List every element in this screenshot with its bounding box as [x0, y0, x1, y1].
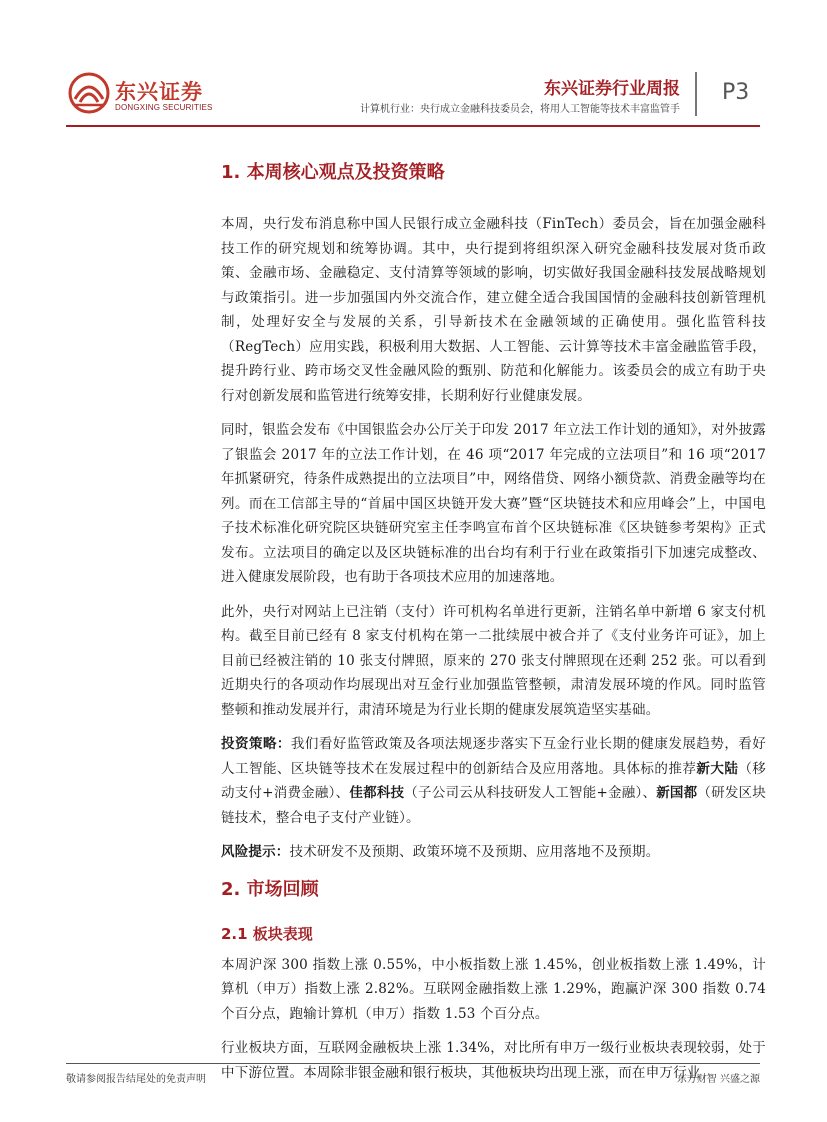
stock-newland: 新大陆 — [696, 760, 739, 777]
footer-disclaimer: 敬请参阅报告结尾处的免责声明 — [66, 1074, 206, 1085]
section-1-heading: 1. 本周核心观点及投资策略 — [221, 162, 445, 183]
page-number: P3 — [722, 80, 750, 105]
report-subtitle: 计算机行业：央行成立金融科技委员会，将用人工智能等技术丰富监管手 — [360, 104, 680, 115]
stock-xinguodu: 新国都 — [656, 785, 698, 801]
paragraph-index-performance: 本周沪深 300 指数上涨 0.55%，中小板指数上涨 1.45%，创业板指数上涨 1.49%，计算机（申万）指数上涨 2.82%。互联网金融指数上涨 1.29%，跑赢沪深 300 指数 0.74 个百分点，跑输计算机（申万）指数 1.53 个百分点。 — [221, 956, 766, 1022]
page-header — [0, 0, 827, 140]
paragraph-fintech-committee: 本周，央行发布消息称中国人民银行成立金融科技（FinTech）委员会，旨在加强金融科技工作的研究规划和统筹协调。其中，央行提到将组织深入研究金融科技发展对货币政策、金融市场、金融稳定、支付清算等领域的影响，切实做好我国金融科技发展战略规划与政策指引。进一步加强国内外交流合作，建立健全适合我国国情的金融科技创新管理机制，处理好安全与发展的关系，引导新技术在金融领域的正确使用。强化监管科技（RegTech）应用实践，积极利用大数据、人工智能、云计算等技术丰富金融监管手段，提升跨行业、跨市场交叉性金融风险的甄别、防范和化解能力。该委员会的成立有助于央行对创新发展和监管进行统筹安排，长期利好行业健康发展。 — [221, 216, 766, 404]
header-divider — [695, 72, 697, 116]
logo-text-cn: 东兴证券 — [115, 80, 203, 104]
paragraph-sector-performance: 行业板块方面，互联网金融板块上涨 1.34%，对比所有申万一级行业板块表现较弱，处于中下游位置。本周除非银金融和银行板块，其他板块均出现上涨，而在申万行业 — [221, 1040, 766, 1081]
strategy-text-2: （移动支付+消费金融）、 — [221, 760, 766, 801]
paragraph-payment-licenses: 此外，央行对网站上已注销（支付）许可机构名单进行更新，注销名单中新增 6 家支付机构。截至目前已经有 8 家支付机构在第一二批续展中被合并了《支付业务许可证》，加上目前已经被注销的 10 张支付牌照，原来的 270 张支付牌照现在还剩 252 张。可以看到近期央行的各项动作均展现出对互金行业加强监管整顿，肃清发展环境的作风。同时监管整顿和推动发展并行，肃清环境是为行业长期的健康发展筑造坚实基础。 — [221, 603, 766, 718]
footer-rule — [66, 1063, 760, 1064]
logo-emblem-icon — [68, 72, 110, 114]
strategy-label: 投资策略： — [221, 736, 291, 752]
logo-text-en: DONGXING SECURITIES — [115, 103, 213, 112]
strategy-text-4: （研发区块链技术，整合电子支付产业链）。 — [221, 785, 766, 826]
paragraph-investment-strategy — [221, 732, 766, 830]
stock-pci-suntek: 佳都科技 — [349, 785, 405, 801]
report-type-title: 东兴证券行业周报 — [544, 79, 680, 99]
section-2-1-heading: 2.1 板块表现 — [221, 924, 313, 943]
company-logo — [68, 72, 258, 118]
paragraph-risk-warning — [221, 840, 766, 865]
footer-slogan: 东方财智 兴盛之源 — [676, 1074, 760, 1085]
report-body — [221, 158, 766, 1095]
risk-text: 技术研发不及预期、政策环境不及预期、应用落地不及预期。 — [289, 844, 660, 860]
paragraph-cbrc-legislation: 同时，银监会发布《中国银监会办公厅关于印发 2017 年立法工作计划的通知》，对外披露了银监会 2017 年的立法工作计划，在 46 项“2017 年完成的立法项目”和 16 项“2017 年抓紧研究，待条件成熟提出的立法项目”中，网络借贷、网络小额贷款、消费金融等均在列。而在工信部主导的“首届中国区块链开发大赛”暨“区块链技术和应用峰会”上，中国电子技术标准化研究院区块链研究室主任李鸣宣布首个区块链标准《区块链参考架构》正式发布。立法项目的确定以及区块链标准的出台均有利于行业在政策指引下加速完成整改、进入健康发展阶段，也有助于各项技术应用的加速落地。 — [221, 422, 766, 585]
section-2-heading: 2. 市场回顾 — [221, 878, 319, 900]
risk-label: 风险提示： — [221, 844, 290, 860]
header-rule — [66, 125, 760, 127]
strategy-text-3: （子公司云从科技研发人工智能+金融）、 — [404, 785, 657, 801]
strategy-text-1: 我们看好监管政策及各项法规逐步落实下互金行业长期的健康发展趋势，看好人工智能、区块链等技术在发展过程中的创新结合及应用落地。具体标的推荐 — [221, 736, 766, 777]
